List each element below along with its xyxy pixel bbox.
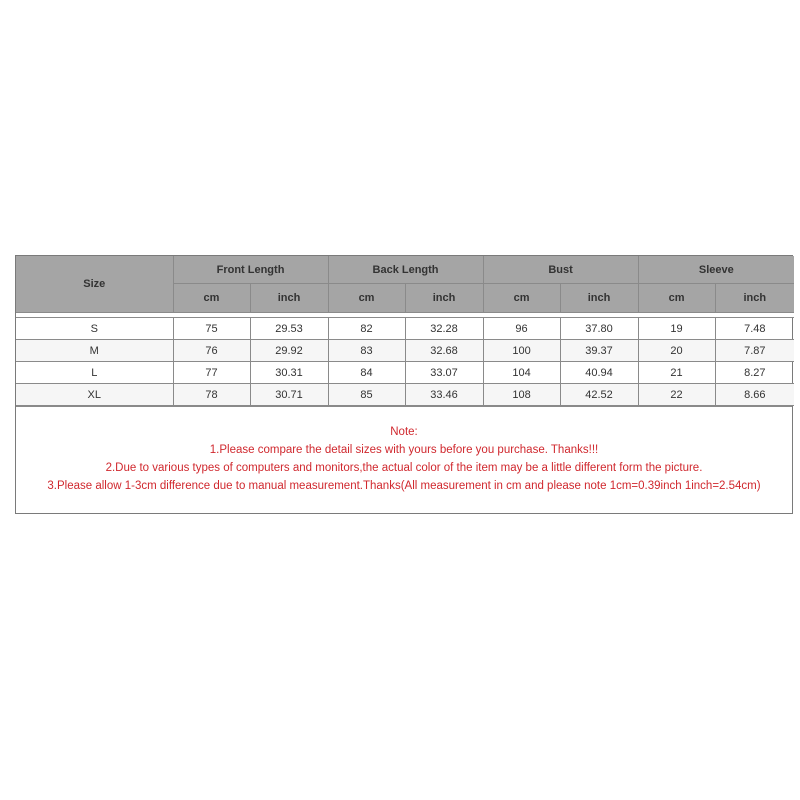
table-cell: 85 (328, 384, 405, 406)
group-header-bust: Bust (483, 256, 638, 284)
unit-header: inch (250, 284, 328, 313)
table-cell: 22 (638, 384, 715, 406)
table-cell: 7.48 (715, 318, 794, 340)
table-cell: 20 (638, 340, 715, 362)
table-cell: 32.68 (405, 340, 483, 362)
table-row (16, 362, 794, 384)
table-cell: 104 (483, 362, 560, 384)
note-title: Note: (390, 426, 418, 438)
table-cell: 37.80 (560, 318, 638, 340)
note-line: 1.Please compare the detail sizes with yours before you purchase. Thanks!!! (209, 444, 599, 456)
group-header-front-length: Front Length (173, 256, 328, 284)
table-cell: 33.46 (405, 384, 483, 406)
size-chart (15, 255, 793, 514)
notes-section (16, 406, 792, 513)
table-cell: 78 (173, 384, 250, 406)
table-cell: 29.92 (250, 340, 328, 362)
unit-header: cm (173, 284, 250, 313)
table-cell: 82 (328, 318, 405, 340)
size-cell: L (16, 362, 173, 384)
table-cell: 108 (483, 384, 560, 406)
table-cell: 40.94 (560, 362, 638, 384)
table-cell: 8.66 (715, 384, 794, 406)
unit-header: inch (560, 284, 638, 313)
table-row (16, 318, 794, 340)
note-line: 2.Due to various types of computers and monitors,the actual color of the item may be a little different form the picture. (105, 462, 703, 474)
unit-header: inch (405, 284, 483, 313)
table-cell: 33.07 (405, 362, 483, 384)
unit-header: cm (328, 284, 405, 313)
header-row-groups (16, 256, 794, 284)
table-cell: 21 (638, 362, 715, 384)
table-cell: 19 (638, 318, 715, 340)
table-row (16, 384, 794, 406)
unit-header: cm (638, 284, 715, 313)
unit-header: cm (483, 284, 560, 313)
table-cell: 83 (328, 340, 405, 362)
note-line: 3.Please allow 1-3cm difference due to manual measurement.Thanks(All measurement in cm and please note 1cm=0.39inch 1inch=2.54cm) (47, 480, 761, 492)
table-cell: 7.87 (715, 340, 794, 362)
table-cell: 42.52 (560, 384, 638, 406)
size-cell: XL (16, 384, 173, 406)
table-cell: 29.53 (250, 318, 328, 340)
table-cell: 100 (483, 340, 560, 362)
table-cell: 30.71 (250, 384, 328, 406)
size-header: Size (16, 256, 173, 313)
table-cell: 75 (173, 318, 250, 340)
table-cell: 32.28 (405, 318, 483, 340)
size-table (16, 256, 794, 406)
table-cell: 8.27 (715, 362, 794, 384)
unit-header: inch (715, 284, 794, 313)
table-cell: 84 (328, 362, 405, 384)
group-header-back-length: Back Length (328, 256, 483, 284)
table-cell: 30.31 (250, 362, 328, 384)
table-cell: 96 (483, 318, 560, 340)
size-cell: M (16, 340, 173, 362)
table-cell: 77 (173, 362, 250, 384)
group-header-sleeve: Sleeve (638, 256, 794, 284)
table-cell: 39.37 (560, 340, 638, 362)
table-row (16, 340, 794, 362)
table-cell: 76 (173, 340, 250, 362)
size-cell: S (16, 318, 173, 340)
